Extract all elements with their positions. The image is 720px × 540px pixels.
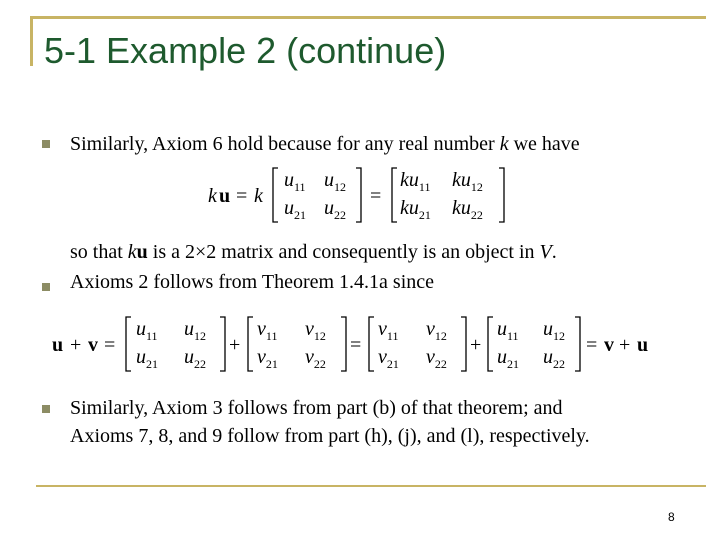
page-number: 8: [668, 510, 675, 524]
svg-text:u: u: [637, 334, 649, 356]
svg-text:=: =: [104, 334, 116, 356]
eq2-matrix-v1-entries: [257, 318, 326, 371]
svg-text:ku22: $ku_{22}$: [452, 197, 483, 222]
svg-text:v12: $v_{12}$: [426, 318, 447, 343]
svg-text:v21: $v_{21}$: [257, 346, 278, 371]
svg-text:u21: $u_{21}$: [284, 197, 306, 222]
slide-title: 5-1 Example 2 (continue): [44, 30, 447, 71]
eq2-rhs: [586, 334, 648, 356]
svg-text:u: u: [52, 334, 64, 356]
svg-text:u11: $u_{11}$: [284, 169, 306, 194]
svg-text:k: k: [254, 185, 263, 207]
bullet-marker: [42, 283, 50, 291]
svg-text:v: v: [88, 334, 98, 356]
svg-text:u11: $u_{11}$: [497, 318, 519, 343]
bullet-2-text: Axioms 2 follows from Theorem 1.4.1a since: [70, 271, 435, 293]
equation-ku: [200, 164, 510, 226]
eq2-lhs: [52, 334, 115, 356]
svg-text:u21: $u_{21}$: [497, 346, 519, 371]
eq2-matrix-u1-entries: [136, 318, 206, 371]
eq2-equals-1: =: [350, 334, 362, 356]
svg-text:=: =: [236, 185, 248, 207]
bullet-marker: [42, 405, 50, 413]
eq1-lhs: [208, 185, 264, 207]
equation-u-plus-v: [48, 313, 660, 375]
bullet-3-line-2: Axioms 7, 8, and 9 follow from part (h), (j), and (l), respectively.: [70, 425, 590, 447]
footer-rule: [36, 485, 706, 487]
svg-text:u12: $u_{12}$: [543, 318, 565, 343]
svg-text:u12: $u_{12}$: [324, 169, 346, 194]
eq1-matrix-ku-entries: [400, 169, 483, 222]
eq2-plus-1: +: [229, 334, 241, 356]
svg-text:+: +: [619, 334, 631, 356]
svg-text:u22: $u_{22}$: [184, 346, 206, 371]
eq2-matrix-u2-entries: [497, 318, 565, 371]
svg-text:v12: $v_{12}$: [305, 318, 326, 343]
svg-text:u22: $u_{22}$: [543, 346, 565, 371]
eq2-matrix-v2-entries: [378, 318, 447, 371]
svg-text:u21: $u_{21}$: [136, 346, 158, 371]
svg-text:=: =: [586, 334, 598, 356]
svg-text:u22: $u_{22}$: [324, 197, 346, 222]
bullet-1-text: [70, 132, 580, 156]
bullet-1-sentence: Similarly, Axiom 6 hold because for any real number k we have: [70, 133, 580, 155]
svg-text:u: u: [219, 185, 231, 207]
frame-top-rule: [30, 16, 706, 19]
bullet-1-continuation: so that ku is a 2×2 matrix and consequently is an object in V.: [70, 241, 557, 263]
svg-text:v11: $v_{11}$: [378, 318, 399, 343]
svg-text:v22: $v_{22}$: [305, 346, 326, 371]
svg-text:k: k: [208, 185, 217, 207]
svg-text:v11: $v_{11}$: [257, 318, 278, 343]
svg-text:ku21: $ku_{21}$: [400, 197, 431, 222]
svg-text:ku11: $ku_{11}$: [400, 169, 431, 194]
eq1-matrix-u-entries: [284, 169, 346, 222]
svg-text:+: +: [70, 334, 82, 356]
svg-text:v21: $v_{21}$: [378, 346, 399, 371]
svg-text:v22: $v_{22}$: [426, 346, 447, 371]
svg-text:u11: $u_{11}$: [136, 318, 158, 343]
svg-text:v: v: [604, 334, 614, 356]
bullet-marker: [42, 140, 50, 148]
svg-text:ku12: $ku_{12}$: [452, 169, 483, 194]
frame-left-rule: [30, 16, 33, 66]
svg-text:u12: $u_{12}$: [184, 318, 206, 343]
bullet-3-line-1: Similarly, Axiom 3 follows from part (b) of that theorem; and: [70, 397, 563, 419]
eq2-plus-2: +: [470, 334, 482, 356]
eq1-equals: =: [370, 185, 382, 207]
